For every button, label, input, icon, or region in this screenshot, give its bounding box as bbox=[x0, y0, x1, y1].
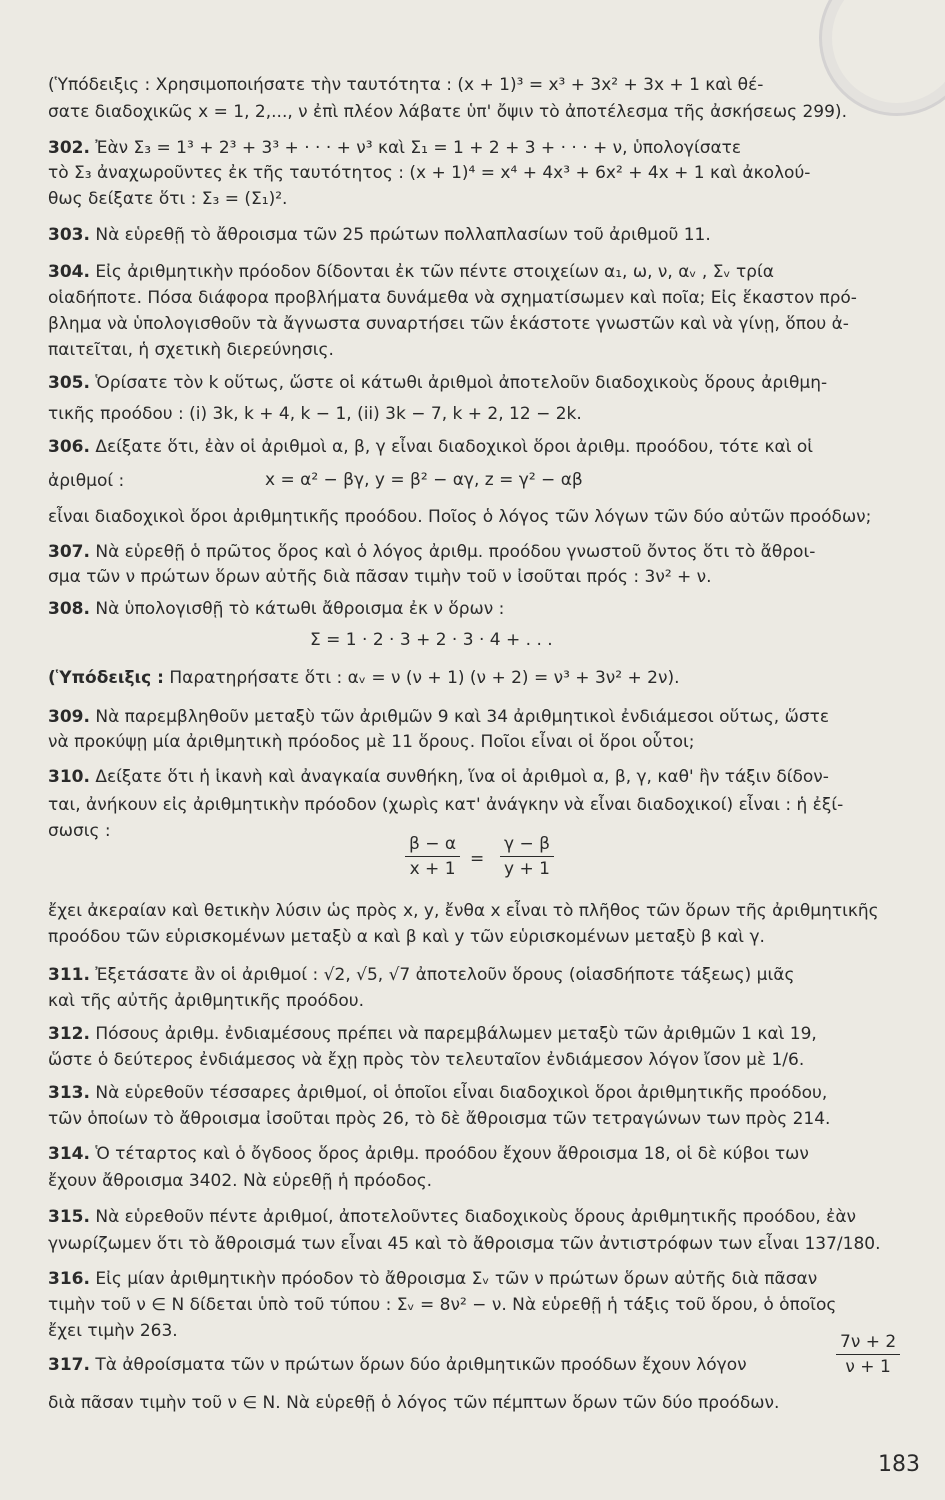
text-line: Δείξατε ὅτι ἡ ἱκανὴ καὶ ἀναγκαία συνθήκη, ἵνα οἱ ἀριθμοὶ α, β, γ, καθ' ἣν τάξιν δίδον- bbox=[95, 767, 829, 787]
numerator: β − α bbox=[405, 834, 460, 857]
text-line: ἀριθμοί : bbox=[48, 471, 125, 491]
text-line: Νὰ ὑπολογισθῇ τὸ κάτωθι ἄθροισμα ἐκ ν ὅρων : bbox=[95, 599, 505, 619]
exercise-312 bbox=[48, 1023, 817, 1045]
text-line: ται, ἀνήκουν εἰς ἀριθμητικὴν πρόοδον (χωρὶς κατ' ἀνάγκην νὰ εἶναι διαδοχικοί) εἶναι : ἡ ἐξί- bbox=[48, 795, 844, 815]
exercise-number: 303. bbox=[48, 225, 90, 245]
hint-line bbox=[48, 667, 680, 689]
exercise-number: 313. bbox=[48, 1083, 90, 1103]
exercise-304 bbox=[48, 261, 774, 283]
exercise-number: 305. bbox=[48, 373, 90, 393]
exercise-number: 302. bbox=[48, 138, 90, 158]
text-line: τιμὴν τοῦ ν ∈ N δίδεται ὑπὸ τοῦ τύπου : Σᵥ = 8ν² − ν. Νὰ εὑρεθῇ ἡ τάξις τοῦ ὅρου, ὁ ὁποῖος bbox=[48, 1295, 837, 1315]
text-line: βλημα νὰ ὑπολογισθοῦν τὰ ἄγνωστα συναρτήσει τῶν ἑκάστοτε γνωστῶν καὶ νὰ γίνῃ, ὅπου ἀ- bbox=[48, 314, 849, 334]
fraction bbox=[836, 1332, 900, 1377]
text-line: Νὰ παρεμβληθοῦν μεταξὺ τῶν ἀριθμῶν 9 καὶ 34 ἀριθμητικοὶ ἐνδιάμεσοι οὕτως, ὥστε bbox=[95, 707, 830, 727]
text-line: σατε διαδοχικῶς x = 1, 2,..., ν ἐπὶ πλέον λάβατε ὑπ' ὄψιν τὸ ἀποτέλεσμα τῆς ἀσκήσεως 299). bbox=[48, 102, 847, 122]
exercise-305 bbox=[48, 372, 827, 394]
text-line: (Ὑπόδειξις : Χρησιμοποιήσατε τὴν ταυτότητα : (x + 1)³ = x³ + 3x² + 3x + 1 καὶ θέ- bbox=[48, 75, 764, 95]
exercise-317 bbox=[48, 1354, 747, 1376]
text-line: νὰ προκύψῃ μία ἀριθμητικὴ πρόοδος μὲ 11 ὅρους. Ποῖοι εἶναι οἱ ὅροι οὗτοι; bbox=[48, 732, 695, 752]
text-line: εἶναι διαδοχικοὶ ὅροι ἀριθμητικῆς προόδου. Ποῖος ὁ λόγος τῶν λόγων τῶν δύο αὐτῶν προόδων; bbox=[48, 507, 872, 527]
numerator: 7ν + 2 bbox=[836, 1332, 900, 1355]
text-line: ἔχει ἀκεραίαν καὶ θετικὴν λύσιν ὡς πρὸς x, y, ἔνθα x εἶναι τὸ πλῆθος τῶν ὅρων τῆς ἀριθμητικῆς bbox=[48, 901, 879, 921]
text-line: καὶ τῆς αὐτῆς ἀριθμητικῆς προόδου. bbox=[48, 991, 364, 1011]
denominator: x + 1 bbox=[409, 859, 456, 879]
exercise-number: 308. bbox=[48, 599, 90, 619]
text-line: προόδου τῶν εὑρισκομένων μεταξὺ α καὶ β καὶ y τῶν εὑρισκομένων μεταξὺ β καὶ γ. bbox=[48, 927, 765, 947]
exercise-number: 315. bbox=[48, 1207, 90, 1227]
exercise-311 bbox=[48, 964, 794, 986]
page-number: 183 bbox=[878, 1452, 920, 1477]
text-line: Πόσους ἀριθμ. ἐνδιαμέσους πρέπει νὰ παρεμβάλωμεν μεταξὺ τῶν ἀριθμῶν 1 καὶ 19, bbox=[95, 1024, 817, 1044]
text-line: Νὰ εὑρεθοῦν πέντε ἀριθμοί, ἀποτελοῦντες διαδοχικοὺς ὅρους ἀριθμητικῆς προόδου, ἐὰν bbox=[95, 1207, 857, 1227]
text-line: τικῆς προόδου : (i) 3k, k + 4, k − 1, (ii) 3k − 7, k + 2, 12 − 2k. bbox=[48, 404, 582, 424]
text-line: Δείξατε ὅτι, ἐὰν οἱ ἀριθμοὶ α, β, γ εἶναι διαδοχικοὶ ὅροι ἀριθμ. προόδου, τότε καὶ οἱ bbox=[95, 437, 814, 457]
text-line: Νὰ εὑρεθῇ τὸ ἄθροισμα τῶν 25 πρώτων πολλαπλασίων τοῦ ἀριθμοῦ 11. bbox=[95, 225, 711, 245]
text-line: Ἐὰν Σ₃ = 1³ + 2³ + 3³ + · · · + ν³ καὶ Σ₁ = 1 + 2 + 3 + · · · + ν, ὑπολογίσατε bbox=[95, 138, 742, 158]
exercise-313 bbox=[48, 1082, 827, 1104]
numerator: γ − β bbox=[500, 834, 554, 857]
text-line: θως δείξατε ὅτι : Σ₃ = (Σ₁)². bbox=[48, 189, 288, 209]
text-line: Ἐξετάσατε ἂν οἱ ἀριθμοί : √2, √5, √7 ἀποτελοῦν ὅρους (οἱασδήποτε τάξεως) μιᾶς bbox=[95, 965, 795, 985]
exercise-307 bbox=[48, 541, 815, 563]
equals-sign: = bbox=[470, 849, 485, 869]
text-line: τὸ Σ₃ ἀναχωροῦντες ἐκ τῆς ταυτότητος : (x + 1)⁴ = x⁴ + 4x³ + 6x² + 4x + 1 καὶ ἀκολού- bbox=[48, 163, 811, 183]
text-line: γνωρίζωμεν ὅτι τὸ ἄθροισμά των εἶναι 45 καὶ τὸ ἄθροισμα τῶν ἀντιστρόφων των εἶναι 137/180. bbox=[48, 1234, 881, 1254]
exercise-310 bbox=[48, 766, 829, 788]
denominator: y + 1 bbox=[504, 859, 550, 879]
exercise-306 bbox=[48, 436, 813, 458]
formula: Σ = 1 · 2 · 3 + 2 · 3 · 4 + . . . bbox=[310, 630, 553, 650]
exercise-number: 310. bbox=[48, 767, 90, 787]
formula: x = α² − βγ, y = β² − αγ, z = γ² − αβ bbox=[265, 470, 583, 490]
exercise-number: 307. bbox=[48, 542, 90, 562]
text-line: Εἰς μίαν ἀριθμητικὴν πρόοδον τὸ ἄθροισμα Σᵥ τῶν ν πρώτων ὅρων αὐτῆς διὰ πᾶσαν bbox=[95, 1269, 818, 1289]
hint-label: (Ὑπόδειξις : bbox=[48, 668, 164, 688]
fraction bbox=[500, 834, 554, 879]
text-line: σμα τῶν ν πρώτων ὅρων αὐτῆς διὰ πᾶσαν τιμὴν τοῦ ν ἰσοῦται πρός : 3ν² + ν. bbox=[48, 567, 712, 587]
exercise-316 bbox=[48, 1268, 817, 1290]
text-line: Νὰ εὑρεθοῦν τέσσαρες ἀριθμοί, οἱ ὁποῖοι εἶναι διαδοχικοὶ ὅροι ἀριθμητικῆς προόδου, bbox=[95, 1083, 828, 1103]
exercise-315 bbox=[48, 1206, 856, 1228]
text-line: ἔχουν ἄθροισμα 3402. Νὰ εὑρεθῇ ἡ πρόοδος. bbox=[48, 1171, 433, 1191]
text-line: Νὰ εὑρεθῇ ὁ πρῶτος ὅρος καὶ ὁ λόγος ἀριθμ. προόδου γνωστοῦ ὄντος ὅτι τὸ ἄθροι- bbox=[95, 542, 816, 562]
text-line: οἱαδήποτε. Πόσα διάφορα προβλήματα δυνάμεθα νὰ σχηματίσωμεν καὶ ποῖα; Εἰς ἕκαστον πρό- bbox=[48, 288, 857, 308]
text-line: σωσις : bbox=[48, 821, 111, 841]
text-line: Τὰ ἀθροίσματα τῶν ν πρώτων ὅρων δύο ἀριθμητικῶν προόδων ἔχουν λόγον bbox=[95, 1355, 747, 1375]
exercise-308 bbox=[48, 598, 504, 620]
exercise-314 bbox=[48, 1143, 809, 1165]
exercise-309 bbox=[48, 706, 829, 728]
exercise-number: 304. bbox=[48, 262, 90, 282]
exercise-number: 312. bbox=[48, 1024, 90, 1044]
exercise-number: 316. bbox=[48, 1269, 90, 1289]
exercise-number: 306. bbox=[48, 437, 90, 457]
text-line: διὰ πᾶσαν τιμὴν τοῦ ν ∈ N. Νὰ εὑρεθῇ ὁ λόγος τῶν πέμπτων ὅρων τῶν δύο προόδων. bbox=[48, 1393, 780, 1413]
exercise-number: 309. bbox=[48, 707, 90, 727]
text-line: ὥστε ὁ δεύτερος ἐνδιάμεσος νὰ ἔχῃ πρὸς τὸν τελευταῖον ἐνδιάμεσον λόγον ἴσον μὲ 1/6. bbox=[48, 1050, 805, 1070]
text-line: Εἰς ἀριθμητικὴν πρόοδον δίδονται ἐκ τῶν πέντε στοιχείων α₁, ω, ν, αᵥ , Σᵥ τρία bbox=[95, 262, 774, 282]
fraction bbox=[405, 834, 460, 879]
text-line: Ὁρίσατε τὸν k οὕτως, ὥστε οἱ κάτωθι ἀριθμοὶ ἀποτελοῦν διαδοχικοὺς ὅρους ἀριθμη- bbox=[95, 373, 828, 393]
library-stamp bbox=[819, 0, 945, 116]
exercise-303 bbox=[48, 224, 711, 246]
denominator: ν + 1 bbox=[845, 1357, 891, 1377]
text-line: Παρατηρήσατε ὅτι : αᵥ = ν (ν + 1) (ν + 2) = ν³ + 3ν² + 2ν). bbox=[169, 668, 680, 688]
text-line: ἔχει τιμὴν 263. bbox=[48, 1321, 178, 1341]
exercise-302 bbox=[48, 137, 741, 159]
text-line: τῶν ὁποίων τὸ ἄθροισμα ἰσοῦται πρὸς 26, τὸ δὲ ἄθροισμα τῶν τετραγώνων των πρὸς 214. bbox=[48, 1109, 831, 1129]
exercise-number: 314. bbox=[48, 1144, 90, 1164]
exercise-number: 317. bbox=[48, 1355, 90, 1375]
text-line: Ὁ τέταρτος καὶ ὁ ὄγδοος ὅρος ἀριθμ. προόδου ἔχουν ἄθροισμα 18, οἱ δὲ κύβοι των bbox=[95, 1144, 809, 1164]
text-line: παιτεῖται, ἡ σχετικὴ διερεύνησις. bbox=[48, 340, 334, 360]
exercise-number: 311. bbox=[48, 965, 90, 985]
